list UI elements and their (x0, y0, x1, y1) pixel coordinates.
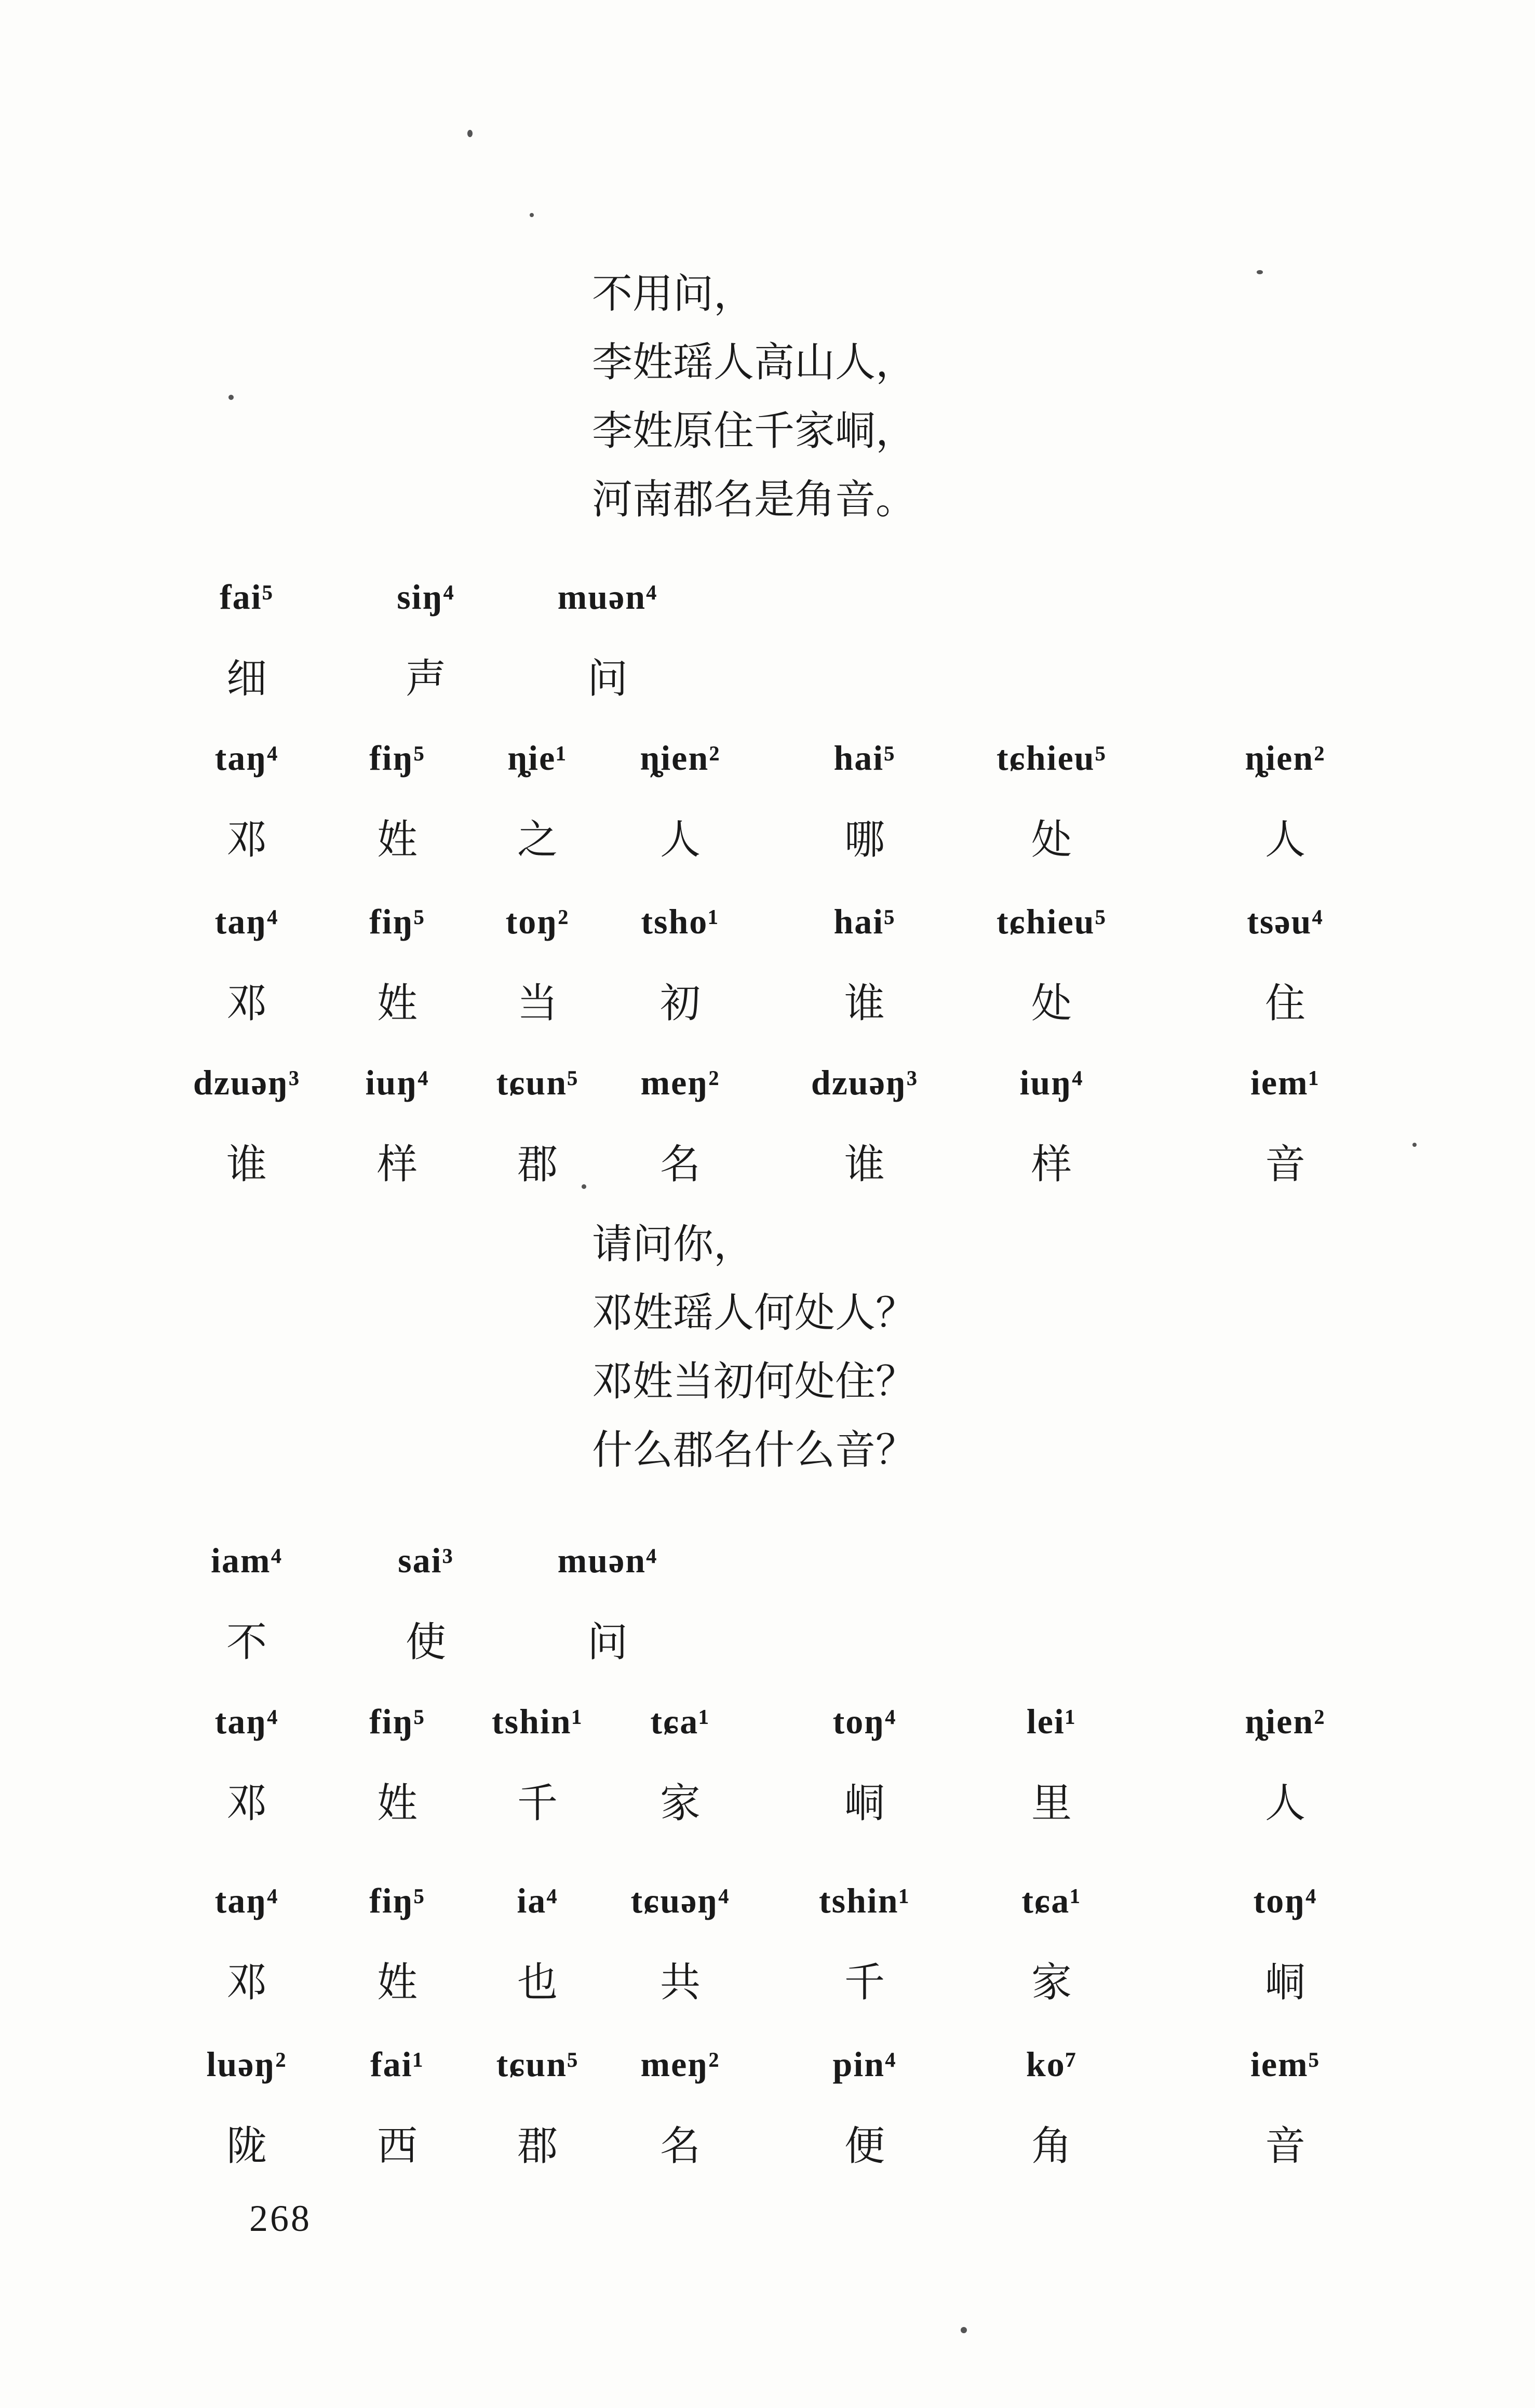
hanzi-character: 问 (587, 1619, 628, 1666)
hanzi-character: 谁 (844, 1141, 885, 1188)
romanized-syllable: tɕa¹ (650, 1702, 710, 1741)
romanized-syllable: iem¹ (1250, 1063, 1321, 1102)
hanzi-character: 郡 (517, 1141, 558, 1188)
romanization-row (197, 1540, 1390, 1592)
print-speck (582, 1184, 586, 1189)
hanzi-character: 家 (1031, 1959, 1072, 2006)
hanzi-character: 邓 (226, 1959, 267, 2006)
romanized-syllable: tɕun⁵ (496, 1063, 579, 1102)
romanized-syllable: iam⁴ (211, 1541, 282, 1580)
hanzi-character: 声 (405, 655, 447, 702)
romanized-syllable: ȵien² (640, 738, 721, 778)
romanized-syllable: ȵien² (1245, 1702, 1326, 1741)
hanzi-character: 邓 (226, 1780, 267, 1827)
romanized-syllable: meŋ² (640, 1063, 720, 1102)
hanzi-character: 不 (226, 1619, 267, 1666)
romanized-syllable: dzuəŋ³ (811, 1063, 919, 1102)
romanized-syllable: fai⁵ (220, 577, 274, 617)
hanzi-row (197, 2113, 1390, 2171)
romanized-syllable: sai³ (398, 1541, 454, 1580)
hanzi-character: 住 (1264, 980, 1306, 1027)
hanzi-row (197, 1771, 1390, 1828)
romanized-syllable: fiŋ⁵ (369, 738, 425, 778)
romanized-syllable: pin⁴ (832, 2044, 897, 2084)
hanzi-character: 细 (226, 655, 267, 702)
hanzi-character: 姓 (376, 980, 418, 1027)
hanzi-character: 音 (1264, 2123, 1306, 2170)
romanized-syllable: lei¹ (1026, 1702, 1077, 1741)
hanzi-character: 样 (1031, 1141, 1072, 1188)
print-speck (1412, 1143, 1417, 1147)
romanized-syllable: tɕuəŋ⁴ (630, 1881, 730, 1920)
hanzi-character: 姓 (376, 1780, 418, 1827)
verse-line: 请问你， (592, 1221, 755, 1268)
hanzi-character: 样 (376, 1141, 418, 1188)
hanzi-character: 当 (517, 980, 558, 1027)
hanzi-character: 名 (659, 1141, 701, 1188)
romanized-syllable: taŋ⁴ (214, 902, 279, 941)
romanized-syllable: taŋ⁴ (214, 1702, 279, 1741)
romanized-syllable: muən⁴ (557, 1541, 658, 1580)
hanzi-character: 共 (659, 1959, 701, 2006)
romanized-syllable: tɕa¹ (1021, 1881, 1082, 1920)
romanized-syllable: taŋ⁴ (214, 738, 279, 778)
romanized-syllable: iuŋ⁴ (365, 1063, 429, 1102)
hanzi-character: 人 (1264, 817, 1306, 863)
hanzi-character: 音 (1264, 1141, 1306, 1188)
romanized-syllable: toŋ⁴ (832, 1702, 897, 1741)
gloss-block (197, 738, 1390, 864)
hanzi-character: 郡 (517, 2123, 558, 2170)
romanized-syllable: ȵie¹ (507, 738, 568, 778)
romanized-syllable: dzuəŋ³ (193, 1063, 301, 1102)
romanization-row (193, 1062, 1390, 1114)
hanzi-character: 人 (1264, 1780, 1306, 1827)
romanized-syllable: ko⁷ (1026, 2044, 1078, 2084)
hanzi-character: 角 (1031, 2123, 1072, 2170)
romanized-syllable: iem⁵ (1250, 2044, 1321, 2084)
hanzi-character: 峒 (1264, 1959, 1306, 2006)
gloss-block (197, 1540, 1390, 1667)
romanized-syllable: tsəu⁴ (1247, 902, 1324, 941)
gloss-block (197, 2044, 1390, 2171)
print-speck (228, 395, 234, 400)
hanzi-character: 处 (1031, 980, 1072, 1027)
verse-line: 李姓原住千家峒， (592, 408, 917, 454)
romanization-row (197, 738, 1390, 790)
gloss-block (197, 901, 1390, 1028)
hanzi-character: 便 (844, 2123, 885, 2170)
romanized-syllable: luəŋ² (206, 2044, 287, 2084)
hanzi-character: 陇 (226, 2123, 267, 2170)
hanzi-character: 千 (517, 1780, 558, 1827)
hanzi-character: 名 (659, 2123, 701, 2170)
romanized-syllable: tsho¹ (641, 902, 720, 941)
hanzi-row (197, 1950, 1390, 2007)
page-number: 268 (249, 2198, 312, 2239)
hanzi-row (197, 1610, 1390, 1667)
romanized-syllable: ȵien² (1245, 738, 1326, 778)
gloss-block (197, 1880, 1390, 2007)
romanized-syllable: tshin¹ (491, 1702, 584, 1741)
hanzi-character: 西 (376, 2123, 418, 2170)
romanized-syllable: meŋ² (640, 2044, 720, 2084)
verse-2 (592, 1210, 916, 1484)
hanzi-row (197, 1132, 1390, 1189)
verse-line: 邓姓当初何处住？ (592, 1358, 917, 1405)
verse-line: 邓姓瑶人何处人？ (592, 1290, 917, 1336)
hanzi-character: 姓 (376, 1959, 418, 2006)
romanization-row (197, 2044, 1390, 2096)
hanzi-character: 姓 (376, 817, 418, 863)
romanized-syllable: toŋ⁴ (1253, 1881, 1317, 1920)
verse-1 (592, 260, 916, 534)
hanzi-character: 里 (1031, 1780, 1072, 1827)
romanized-syllable: muən⁴ (557, 577, 658, 617)
hanzi-row (197, 646, 1390, 703)
hanzi-row (197, 807, 1390, 864)
hanzi-row (197, 971, 1390, 1028)
print-speck (961, 2327, 967, 2333)
romanized-syllable: taŋ⁴ (214, 1881, 279, 1920)
verse-line: 河南郡名是角音。 (592, 476, 917, 523)
hanzi-character: 千 (844, 1959, 885, 2006)
romanized-syllable: ia⁴ (517, 1881, 558, 1920)
romanized-syllable: hai⁵ (833, 902, 896, 941)
romanization-row (197, 1701, 1390, 1753)
romanized-syllable: fiŋ⁵ (369, 1881, 425, 1920)
hanzi-character: 使 (405, 1619, 447, 1666)
romanized-syllable: iuŋ⁴ (1019, 1063, 1084, 1102)
romanized-syllable: tɕun⁵ (496, 2044, 579, 2084)
hanzi-character: 之 (517, 817, 558, 863)
hanzi-character: 峒 (844, 1780, 885, 1827)
hanzi-character: 邓 (226, 980, 267, 1027)
hanzi-character: 邓 (226, 817, 267, 863)
gloss-block (197, 577, 1390, 703)
hanzi-character: 哪 (844, 817, 885, 863)
verse-line: 不用问， (592, 271, 755, 317)
romanized-syllable: tshin¹ (818, 1881, 911, 1920)
verse-line: 李姓瑶人高山人， (592, 339, 917, 386)
romanized-syllable: tɕhieu⁵ (997, 902, 1107, 941)
romanized-syllable: tɕhieu⁵ (997, 738, 1107, 778)
hanzi-character: 家 (659, 1780, 701, 1827)
hanzi-character: 谁 (226, 1141, 267, 1188)
romanization-row (197, 1880, 1390, 1932)
gloss-block (197, 1701, 1390, 1828)
romanized-syllable: fiŋ⁵ (369, 1702, 425, 1741)
romanized-syllable: toŋ² (505, 902, 570, 941)
print-speck (530, 213, 534, 217)
romanized-syllable: hai⁵ (833, 738, 896, 778)
gloss-block (193, 1062, 1390, 1189)
romanized-syllable: fiŋ⁵ (369, 902, 425, 941)
hanzi-character: 人 (659, 817, 701, 863)
romanized-syllable: fai¹ (370, 2044, 424, 2084)
hanzi-character: 谁 (844, 980, 885, 1027)
hanzi-character: 初 (659, 980, 701, 1027)
romanized-syllable: siŋ⁴ (397, 577, 455, 617)
romanization-row (197, 577, 1390, 628)
verse-line: 什么郡名什么音？ (592, 1427, 917, 1474)
hanzi-character: 也 (517, 1959, 558, 2006)
hanzi-character: 问 (587, 655, 628, 702)
romanization-row (197, 901, 1390, 953)
print-speck (1257, 270, 1263, 274)
hanzi-character: 处 (1031, 817, 1072, 863)
print-speck (467, 130, 473, 137)
